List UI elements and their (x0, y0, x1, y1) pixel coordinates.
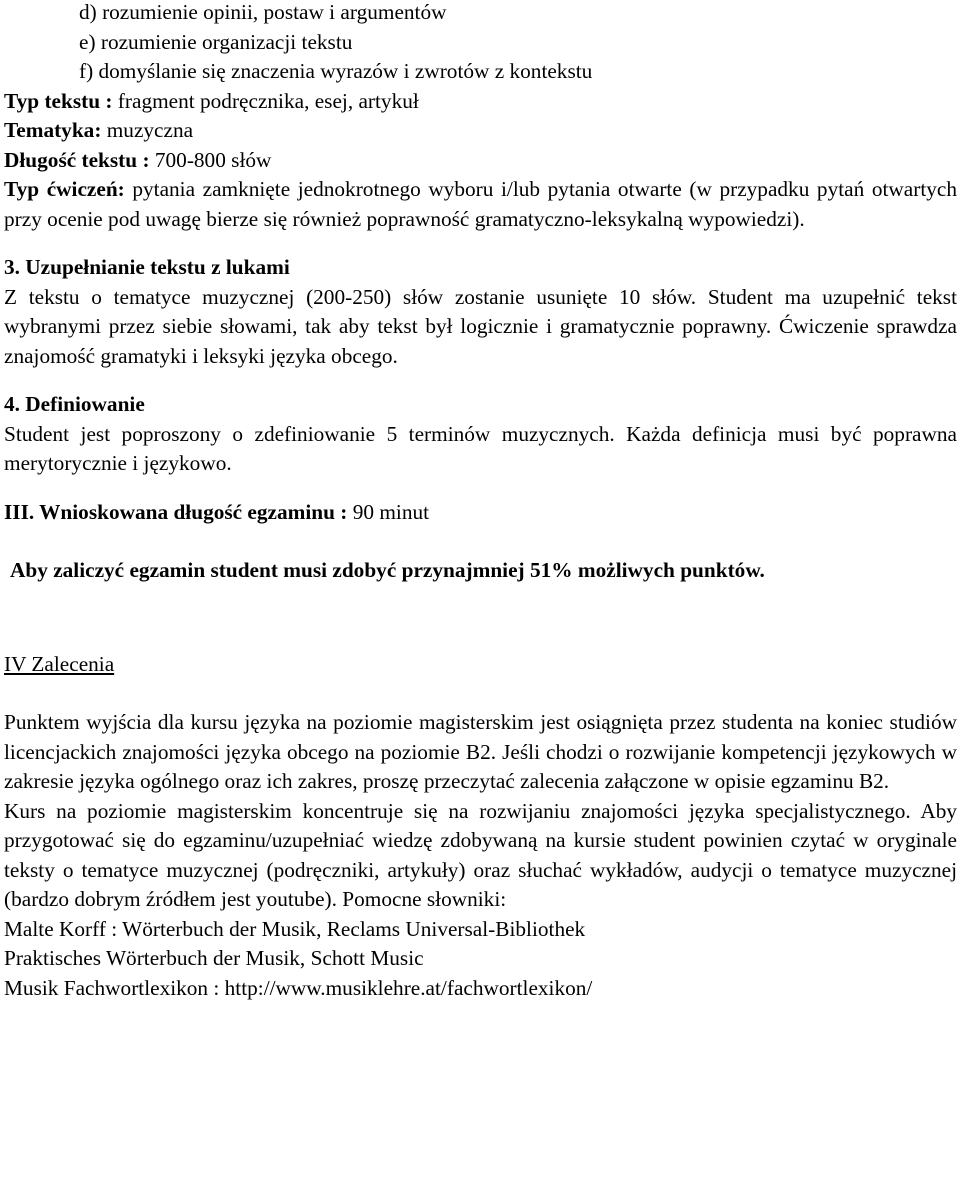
section-iii-row (4, 498, 957, 528)
length-row (4, 146, 957, 176)
list-item-f: f) domyślanie się znaczenia wyrazów i zwrotów z kontekstu (79, 59, 593, 83)
length-value: 700-800 słów (149, 147, 272, 172)
exercise-type-label: Typ ćwiczeń: (4, 177, 125, 201)
section-3-heading (4, 253, 957, 283)
pass-requirement-notice: Aby zaliczyć egzamin student musi zdobyć przynajmniej 51% możliwych punktów. (10, 558, 765, 582)
section-3-heading-text: 3. Uzupełnianie tekstu z lukami (4, 255, 290, 279)
dictionary-item-1: Malte Korff : Wörterbuch der Musik, Reclams Universal-Bibliothek (4, 916, 586, 941)
dictionary-item-3: Musik Fachwortlexikon : http://www.musiklehre.at/fachwortlexikon/ (4, 975, 593, 1000)
recommendations-paragraph-1: Punktem wyjścia dla kursu języka na poziomie magisterskim jest osiągnięta przez studenta na koniec studiów licencjackich znajomości języka obcego na poziomie B2. Jeśli chodzi o rozwijanie kompetencji językowych w zakresie języka ogólnego oraz ich zakres, proszę przeczytać zalecenia załączone w opisie egzaminu B2. (4, 710, 957, 793)
section-3-body: Z tekstu o tematyce muzycznej (200-250) słów zostanie usunięte 10 słów. Student ma uzupełnić tekst wybranymi przez siebie słowami, tak aby tekst był logicznie i gramatycznie poprawny. Ćwiczenie sprawdza znajomość gramatyki i leksyki języka obcego. (4, 284, 957, 368)
section-iii-heading: III. Wnioskowana długość egzaminu : (4, 499, 348, 524)
topic-value: muzyczna (101, 118, 194, 142)
text-type-row (4, 87, 957, 117)
section-iii-value: 90 minut (347, 499, 430, 524)
recommendations-paragraph-2: Kurs na poziomie magisterskim koncentruje się na rozwijaniu znajomości języka specjalistycznego. Aby przygotować się do egzaminu/uzupełniać wiedzę zdobywaną na kursie student powinien czytać w oryginale teksty o tematyce muzycznej (podręczniki, artykuły) oraz słuchać wykładów, audycji o tematyce muzycznej (bardzo dobrym źródłem jest youtube). Pomocne słowniki: (4, 798, 957, 911)
section-4-body: Student jest poproszony o zdefiniowanie 5 terminów muzycznych. Każda definicja musi być poprawna merytorycznie i językowo. (4, 421, 957, 475)
list-item-d: d) rozumienie opinii, postaw i argumentów (79, 0, 447, 24)
text-type-value: fragment podręcznika, esej, artykuł (112, 88, 419, 113)
section-4-heading-text: 4. Definiowanie (4, 392, 145, 416)
dictionary-item-2: Praktisches Wörterbuch der Musik, Schott Music (4, 946, 424, 970)
document-body (4, 0, 957, 1003)
exercise-type-value: pytania zamknięte jednokrotnego wyboru i/lub pytania otwarte (w przypadku pytań otwartych przy ocenie pod uwagę bierze się również poprawność gramatyczno-leksykalną wypowiedzi). (4, 177, 957, 231)
length-label: Długość tekstu : (4, 147, 150, 172)
topic-label: Tematyka: (4, 118, 102, 142)
section-iv-heading: IV Zalecenia (4, 651, 115, 676)
topic-row (4, 116, 957, 146)
text-type-label: Typ tekstu : (4, 88, 113, 113)
list-item-e: e) rozumienie organizacji tekstu (79, 29, 353, 54)
section-4-heading (4, 390, 957, 420)
exercise-type-paragraph (4, 175, 957, 234)
